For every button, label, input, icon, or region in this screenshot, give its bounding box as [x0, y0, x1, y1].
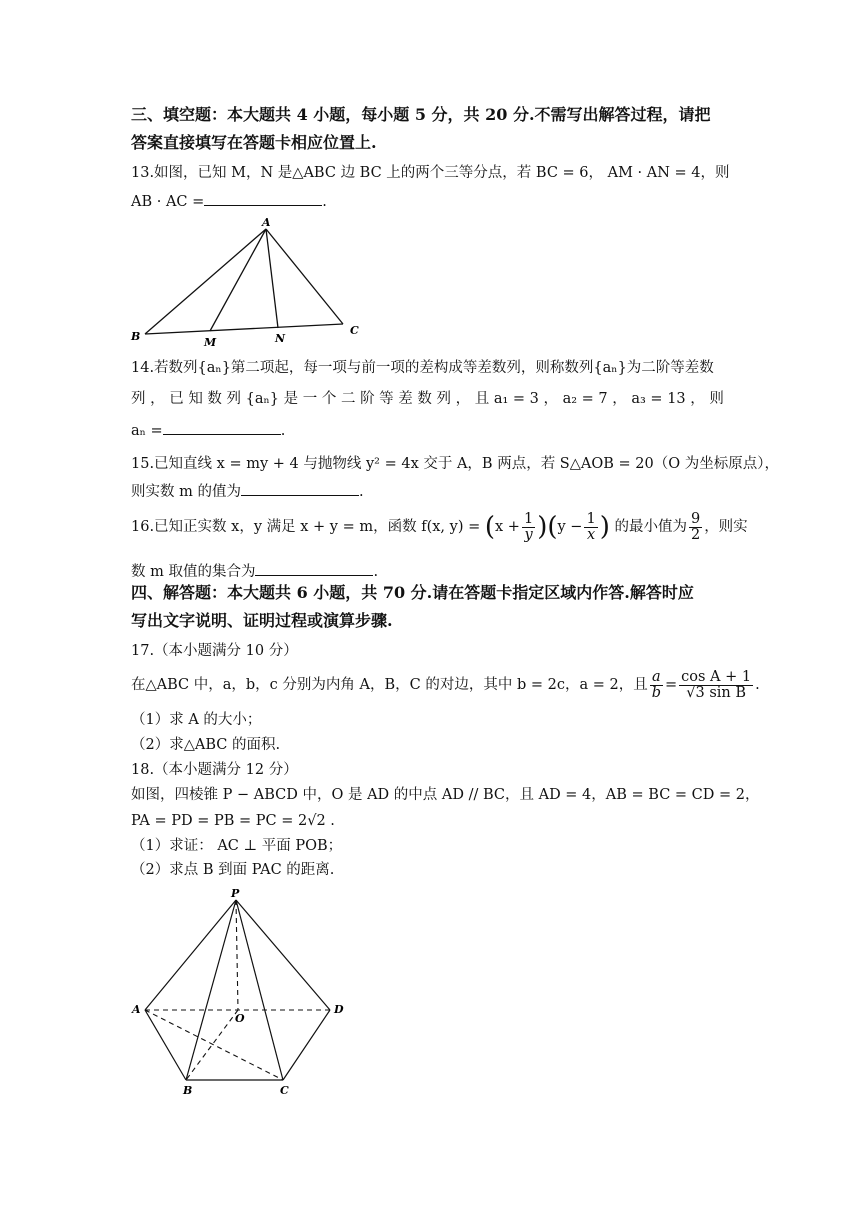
q18-label-O: O	[235, 1012, 245, 1025]
q16-frac1-den: y	[524, 526, 533, 543]
q16-frac2-num: 1	[586, 510, 596, 527]
q14-line3	[131, 420, 733, 441]
q17-frac-ab	[650, 670, 663, 701]
q18-part1: （1）求证： AC ⊥ 平面 POB；	[131, 838, 343, 854]
fill-section-title-line1: 三、填空题：本大题共 4 小题，每小题 5 分，共 20 分.不需写出解答过程，请把	[131, 105, 711, 124]
q18-header: 18.（本小题满分 12 分）	[131, 762, 298, 778]
q16-frac2-den: x	[586, 526, 596, 543]
q16-line1	[131, 507, 748, 547]
q17-part1: （1）求 A 的大小；	[131, 712, 262, 728]
q15-line1: 15.已知直线 x = my + 4 与抛物线 y² = 4x 交于 A，B 两点，若 S△AOB = 20（O 为坐标原点），	[131, 456, 779, 472]
q13-expression: AB · AC =	[131, 194, 205, 210]
q14-expression: aₙ =	[131, 423, 163, 439]
q16-paren-close: )	[537, 512, 548, 542]
q17-stem-text: 在△ABC 中，a，b，c 分别为内角 A，B，C 的对边，其中 b = 2c，a = 2，且	[131, 677, 648, 693]
q17-header: 17.（本小题满分 10 分）	[131, 643, 298, 659]
q16-term2: y −	[557, 519, 583, 535]
q17-frac-b: b	[651, 684, 661, 701]
q16-min-den: 2	[690, 526, 701, 543]
q16-paren-close2: )	[599, 512, 610, 542]
solve-section-title-line2: 写出文字说明、证明过程或演算步骤.	[131, 611, 393, 630]
q18-pyramid-figure	[128, 888, 353, 1103]
q16-term1: x +	[495, 519, 520, 535]
q18-label-A: A	[132, 1003, 141, 1016]
q16-frac2	[584, 512, 597, 543]
q16-min-frac	[689, 512, 702, 543]
q16-min-num: 9	[690, 510, 701, 527]
q13-label-A: A	[262, 216, 271, 229]
q18-label-B: B	[183, 1084, 193, 1097]
q14-line1: 14.若数列{aₙ}第二项起，每一项与前一项的差构成等差数列，则称数列{aₙ}为二阶等差数	[131, 360, 714, 376]
answer-blank	[255, 561, 373, 576]
q14-line2: 列 ， 已 知 数 列 {aₙ} 是 一 个 二 阶 等 差 数 列 ， 且 a₁ = 3 ， a₂ = 7 ， a₃ = 13 ， 则	[131, 391, 724, 407]
q15-expression: 则实数 m 的值为	[131, 484, 241, 500]
answer-blank	[241, 481, 359, 496]
q17-frac-cos-num: cos A + 1	[681, 668, 752, 685]
q18-line1: 如图，四棱锥 P − ABCD 中，O 是 AD 的中点 AD // BC，且 AD = 4，AB = BC = CD = 2，	[131, 787, 760, 803]
q17-part2: （2）求△ABC 的面积.	[131, 737, 281, 753]
q16-mid: 的最小值为	[614, 519, 687, 535]
q13-label-M: M	[204, 336, 217, 349]
q13-line2	[131, 191, 733, 212]
q17-eq: =	[665, 677, 678, 693]
q17-stem-end: .	[755, 677, 760, 693]
q16-paren-open2: (	[547, 512, 558, 542]
q16-prefix: 16.已知正实数 x，y 满足 x + y = m，函数 f(x, y) =	[131, 519, 481, 535]
q13-label-N: N	[275, 332, 286, 345]
q14-end: .	[280, 423, 286, 439]
q16-frac1	[522, 512, 535, 543]
q13-end: .	[322, 194, 327, 210]
q16-paren-open: (	[484, 512, 496, 542]
q18-label-P: P	[231, 887, 240, 900]
q17-frac-a: a	[650, 670, 663, 686]
q18-label-D: D	[334, 1003, 344, 1016]
q13-line1: 13.如图，已知 M，N 是△ABC 边 BC 上的两个三等分点，若 BC = 6， AM · AN = 4，则	[131, 165, 730, 181]
q13-label-C: C	[350, 324, 359, 337]
q15-end: .	[358, 484, 364, 500]
q17-frac-cos-den: √3 sin B	[686, 684, 747, 701]
q16-end: .	[373, 564, 379, 580]
q17-stem	[131, 664, 760, 706]
q16-frac1-num: 1	[523, 510, 534, 527]
q18-part2: （2）求点 B 到面 PAC 的距离.	[131, 862, 335, 878]
q18-label-C: C	[280, 1084, 289, 1097]
q16-line2	[131, 561, 733, 582]
q13-triangle-figure	[128, 218, 368, 353]
q16-expression: 数 m 取值的集合为	[131, 564, 256, 580]
answer-blank	[204, 191, 322, 206]
q17-frac-cos	[679, 670, 753, 701]
q18-line2: PA = PD = PB = PC = 2√2 .	[131, 813, 335, 829]
fill-section-title-line2: 答案直接填写在答题卡相应位置上.	[131, 133, 377, 152]
q13-label-B: B	[131, 330, 141, 343]
q16-post: ，则实	[704, 519, 748, 535]
solve-section-title-line1: 四、解答题：本大题共 6 小题，共 70 分.请在答题卡指定区域内作答.解答时应	[131, 583, 694, 602]
answer-blank	[163, 420, 281, 435]
q15-line2	[131, 481, 733, 502]
